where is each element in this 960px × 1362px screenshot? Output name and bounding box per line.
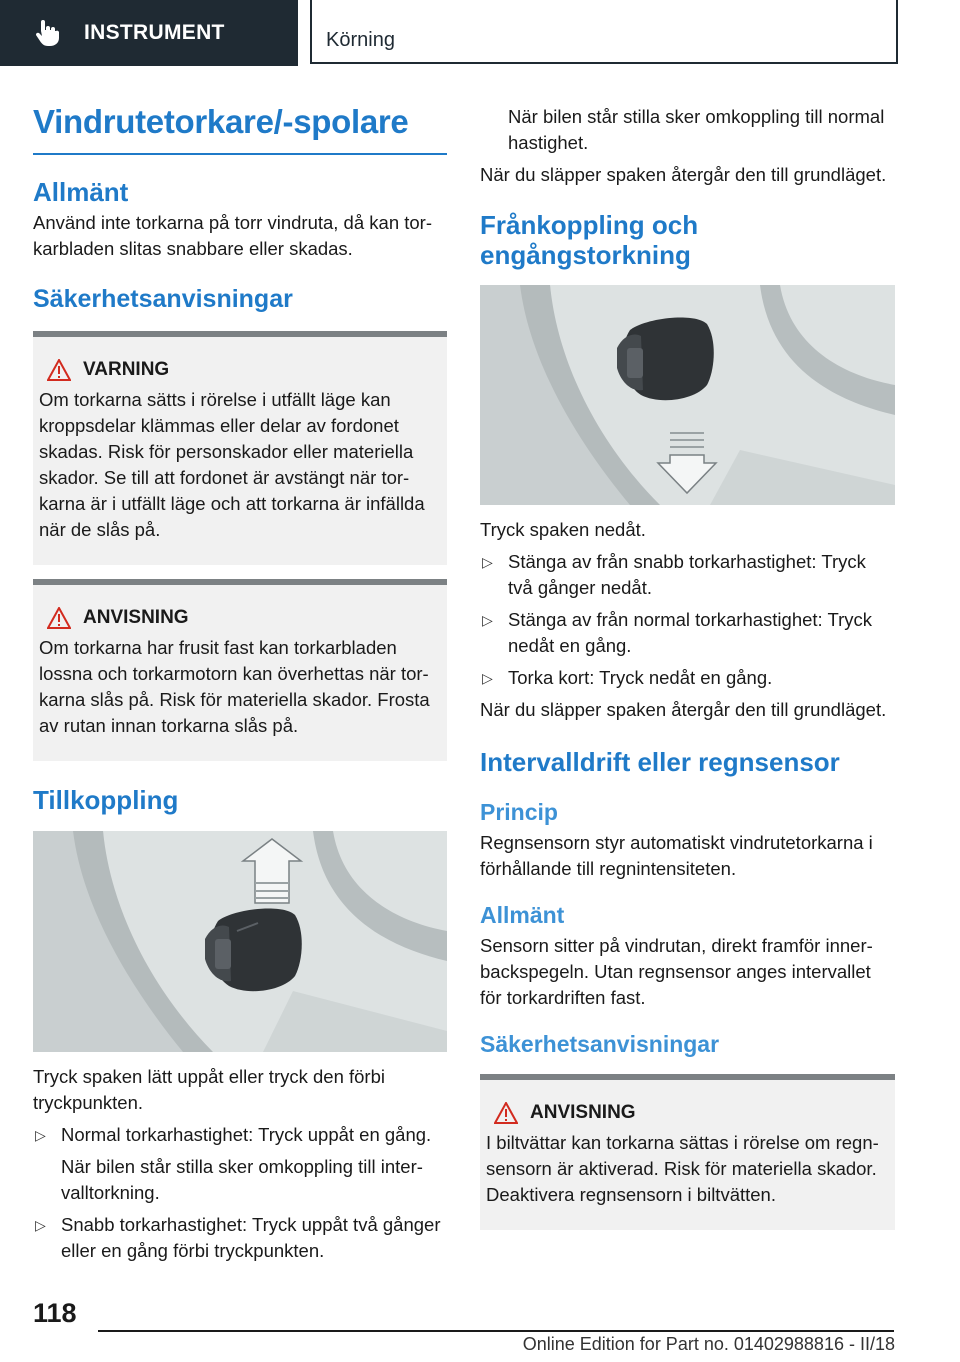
general-heading-right: Allmänt bbox=[480, 902, 565, 928]
edition-text: Online Edition for Part no. 01402988816 - II/18 bbox=[522, 1334, 895, 1354]
list-item: ▷ Normal torkarhastighet: Tryck uppåt en gång. bbox=[33, 1122, 447, 1148]
notice-label: ANVISNING bbox=[530, 1102, 636, 1123]
triangle-right-icon: ▷ bbox=[482, 670, 493, 686]
notice-text: Om torkarna har frusit fast kan torkarbladen lossna och torkarmotorn kan överhettas när tor-karna slås på. Risk för materiella skador. Frosta av rutan innan torkarna slås på. bbox=[39, 637, 430, 736]
safety-heading-right: Säkerhetsanvisningar bbox=[480, 1031, 720, 1057]
triangle-right-icon: ▷ bbox=[482, 612, 493, 628]
warning-box bbox=[33, 331, 447, 565]
general-text: Använd inte torkarna på torr vindruta, då kan tor-karbladen slitas snabbare eller skadas. bbox=[33, 212, 432, 259]
activation-heading: Tillkoppling bbox=[33, 785, 179, 815]
list-item: ▷ Stänga av från normal torkarhastighet: Tryck nedåt en gång. bbox=[482, 609, 873, 656]
warning-triangle-icon bbox=[47, 607, 71, 629]
warning-triangle-icon bbox=[494, 1102, 518, 1124]
chapter-title: Körning bbox=[326, 29, 395, 51]
notice-label: ANVISNING bbox=[83, 607, 189, 628]
deactivation-heading: Frånkoppling och engångstorkning bbox=[480, 210, 699, 270]
release-text: När du släpper spaken återgår den till grundläget. bbox=[480, 164, 887, 185]
left-column bbox=[33, 95, 447, 1264]
release-text-2: När du släpper spaken återgår den till grundläget. bbox=[480, 699, 887, 720]
principle-heading: Princip bbox=[480, 799, 558, 825]
triangle-right-icon: ▷ bbox=[35, 1127, 46, 1143]
activation-list-2 bbox=[33, 1212, 447, 1264]
section-title: INSTRUMENT bbox=[84, 21, 225, 44]
deactivation-list bbox=[480, 549, 895, 691]
general-heading: Allmänt bbox=[33, 177, 129, 207]
section-tab bbox=[0, 0, 298, 66]
activation-list bbox=[33, 1122, 447, 1148]
notice-box-right bbox=[480, 1074, 895, 1230]
continued-text: När bilen står stilla sker omkoppling till normal hastighet. bbox=[508, 106, 885, 153]
safety-heading: Säkerhetsanvisningar bbox=[33, 285, 293, 313]
page-title: Vindrutetorkare/-spolare bbox=[33, 103, 447, 155]
warning-triangle-icon bbox=[47, 359, 71, 381]
principle-text: Regnsensorn styr automatiskt vindrutetorkarna i förhållande till regnintensiteten. bbox=[480, 832, 873, 879]
footer-divider bbox=[98, 1330, 894, 1332]
warning-text: Om torkarna sätts i rörelse i utfällt läge kan kroppsdelar klämmas eller delar av fordonet skadas. Risk för personskador eller materiella skador. Se till att fordonet är avstängt när tor-karna är i utfällt läge och att torkarna är infällda när de slås på. bbox=[39, 389, 425, 540]
list-item: ▷ Torka kort: Tryck nedåt en gång. bbox=[480, 665, 895, 691]
list-item: ▷ Snabb torkarhastighet: Tryck uppåt två gånger eller en gång förbi tryckpunkten. bbox=[35, 1214, 441, 1261]
page-number: 118 bbox=[33, 1298, 77, 1328]
press-text: Tryck spaken nedåt. bbox=[480, 519, 646, 540]
list-item-subtext: När bilen står stilla sker omkoppling till inter-valltorkning. bbox=[61, 1156, 423, 1203]
lever-down-image bbox=[480, 285, 895, 505]
right-column bbox=[480, 104, 895, 1230]
warning-label: VARNING bbox=[83, 359, 170, 380]
list-item: ▷ Stänga av från snabb torkarhastighet: Tryck två gånger nedåt. bbox=[482, 551, 866, 598]
triangle-right-icon: ▷ bbox=[482, 554, 493, 570]
lever-up-image bbox=[33, 831, 447, 1052]
triangle-right-icon: ▷ bbox=[35, 1217, 46, 1233]
interval-heading: Intervalldrift eller regnsensor bbox=[480, 747, 840, 777]
notice-text: I biltvättar kan torkarna sättas i rörelse om regn-sensorn är aktiverad. Risk för materiella skador. Deaktivera regnsensorn i biltvätten. bbox=[486, 1132, 879, 1205]
activation-text: Tryck spaken lätt uppåt eller tryck den förbi tryckpunkten. bbox=[33, 1066, 385, 1113]
page-header bbox=[0, 0, 960, 66]
general-text-right: Sensorn sitter på vindrutan, direkt framför inner-backspegeln. Utan regnsensor anges intervallet för torkardriften fast. bbox=[480, 935, 873, 1008]
chapter-tab bbox=[310, 0, 898, 64]
notice-box bbox=[33, 579, 447, 761]
hand-pointer-icon bbox=[32, 18, 62, 48]
